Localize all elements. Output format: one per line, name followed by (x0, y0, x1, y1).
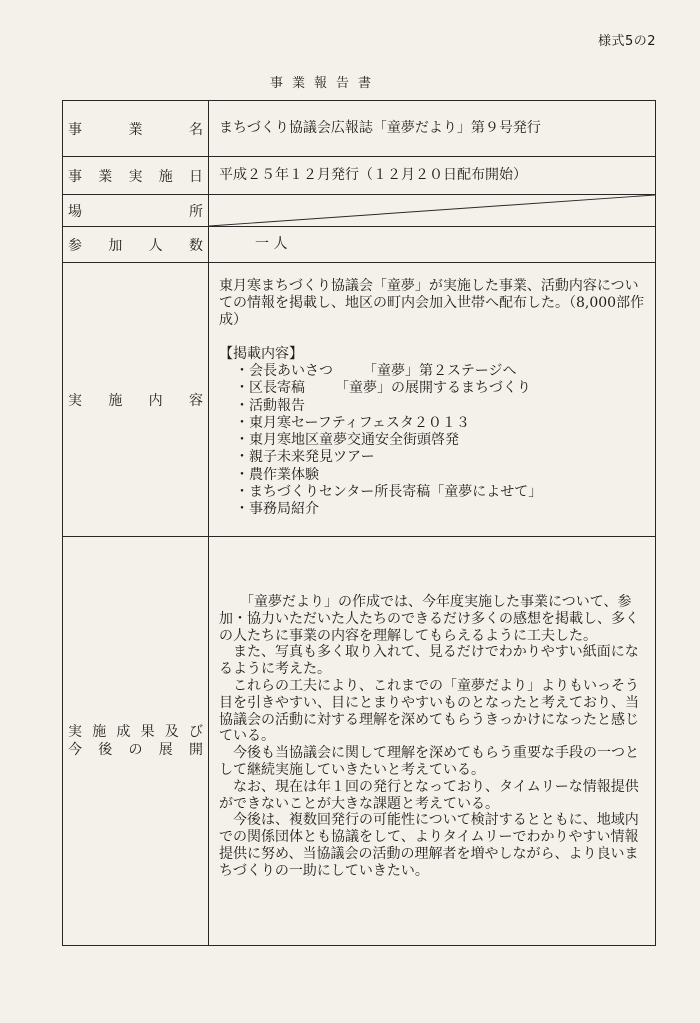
list-item: ・親子未来発見ツアー (235, 449, 375, 466)
label-place: 場所 (63, 195, 209, 227)
row-results (63, 537, 656, 946)
form-number: 様式5の2 (597, 34, 656, 49)
value-project-name: まちづくり協議会広報誌「童夢だより」第９号発行 (209, 101, 656, 157)
content-items (219, 363, 645, 519)
results-paragraph: 「童夢だより」の作成では、今年度実施した事業について、参加・協力いただいた人たちのできるだけ多くの感想を掲載し、多くの人たちに事業の内容を理解してもらえるように工夫した。 (219, 594, 639, 644)
list-item: ・東月寒セーフティフェスタ２０１３ (235, 414, 470, 431)
row-content (63, 263, 656, 537)
results-paragraph: なお、現在は年１回の発行となっており、タイムリーな情報提供ができないことが大きな課題と考えている。 (219, 778, 639, 812)
value-content (209, 263, 656, 537)
strike-through-line (209, 195, 655, 226)
row-date (63, 157, 656, 195)
list-item: ・事務局紹介 (235, 501, 319, 518)
label-results (63, 537, 209, 946)
list-item: ・活動報告 (235, 397, 305, 414)
list-item: ・会長あいさつ 「童夢」第２ステージへ (235, 363, 517, 379)
content-intro: 東月寒まちづくり協議会「童夢」が実施した事業、活動内容についての情報を掲載し、地区の町内会加入世帯へ配布した。（8,000部作成） (219, 278, 645, 328)
label-results-line2: 今後の展開 (68, 742, 203, 758)
content-items-header: 【掲載内容】 (219, 346, 303, 362)
list-item: ・まちづくりセンター所長寄稿「童夢によせて」 (235, 484, 543, 501)
report-table (62, 100, 656, 946)
value-participants: 一 人 (209, 227, 656, 263)
document-title: 事業報告書 (270, 76, 381, 91)
label-project-name: 事業名 (63, 101, 209, 157)
list-item: ・農作業体験 (235, 466, 319, 483)
list-item: ・区長寄稿 「童夢」の展開するまちづくり (235, 380, 531, 397)
label-participants: 参加人数 (63, 227, 209, 263)
row-project-name (63, 101, 656, 157)
list-item: ・東月寒地区童夢交通安全街頭啓発 (235, 432, 459, 449)
results-paragraph: 今後は、複数回発行の可能性について検討するとともに、地域内での関係団体とも協議をして、よりタイムリーでわかりやすい情報提供に努め、当協議会の活動の理解者を増やしながら、より良いまちづくりの一助にしていきたい。 (219, 812, 639, 879)
results-paragraph: また、写真も多く取り入れて、見るだけでわかりやすい紙面になるように考えた。 (219, 644, 639, 678)
label-content: 実施内容 (63, 263, 209, 537)
row-place (63, 195, 656, 227)
results-paragraph: 今後も当協議会に関して理解を深めてもらう重要な手段の一つとして継続実施していきたいと考えている。 (219, 745, 639, 778)
label-date: 事業実施日 (63, 157, 209, 195)
value-place (209, 195, 656, 227)
value-date: 平成２５年１２月発行（１２月２０日配布開始） (209, 157, 656, 195)
label-results-line1: 実施成果及び (68, 724, 203, 740)
results-paragraph: これらの工夫により、これまでの「童夢だより」よりもいっそう目を引きやすい、目にとまりやすいものとなったと考えており、当協議会の活動に対する理解を深めてもらうきっかけになったと感じている。 (219, 677, 639, 745)
row-participants (63, 227, 656, 263)
value-results (209, 537, 656, 946)
